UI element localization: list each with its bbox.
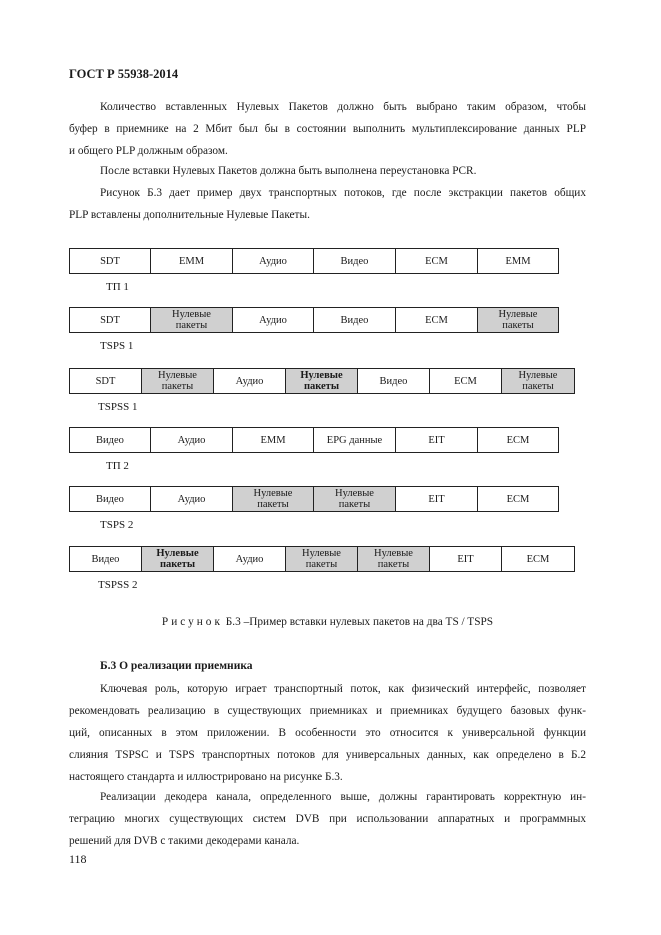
packet-cell: Аудио xyxy=(214,547,286,571)
packet-cell: Аудио xyxy=(151,428,233,452)
text-line: настоящего стандарта и иллюстрировано на рисунке Б.3. xyxy=(69,771,343,783)
packet-cell: ECM xyxy=(430,369,502,393)
packet-cell: Видео xyxy=(70,547,142,571)
packet-cell: Видео xyxy=(70,487,151,511)
caption-prefix: Рисунок xyxy=(161,616,223,628)
null-packet-cell: Нулевые пакеты xyxy=(314,487,396,511)
packet-cell: Аудио xyxy=(233,308,314,332)
paragraph xyxy=(69,678,586,788)
stream-row xyxy=(69,427,559,453)
stream-row xyxy=(69,368,575,394)
stream-label: TSPS 1 xyxy=(100,340,134,352)
text-line: решений для DVB с такими декодерами канала. xyxy=(69,835,300,847)
text-line: PLP вставлены дополнительные Нулевые Пакеты. xyxy=(69,209,310,221)
stream-row xyxy=(69,248,559,274)
packet-cell: ECM xyxy=(396,249,478,273)
text-line: теграцию многих существующих систем DVB при использовании аппаратных и программных xyxy=(69,813,586,825)
packet-cell: EIT xyxy=(396,428,478,452)
figure-caption xyxy=(69,616,586,628)
null-packet-cell: Нулевые пакеты xyxy=(286,369,358,393)
null-packet-cell: Нулевые пакеты xyxy=(286,547,358,571)
packet-cell: SDT xyxy=(70,369,142,393)
paragraph xyxy=(69,96,586,162)
packet-cell: EPG данные xyxy=(314,428,396,452)
null-packet-cell: Нулевые пакеты xyxy=(233,487,314,511)
packet-cell: EIT xyxy=(430,547,502,571)
stream-label: TSPS 2 xyxy=(100,519,134,531)
stream-row xyxy=(69,486,559,512)
section-heading: Б.3 О реализации приемника xyxy=(100,660,253,672)
stream-label: TSPSS 1 xyxy=(98,401,138,413)
packet-cell: EIT xyxy=(396,487,478,511)
packet-cell: SDT xyxy=(70,249,151,273)
text-line: и общего PLP должным образом. xyxy=(69,145,228,157)
text-line: слияния TSPSC и TSPS транспортных потоков для универсальных данных, как определено в Б.2 xyxy=(69,749,586,761)
text-line: рекомендовать реализацию в существующих приемниках и приемниках будущего базовых функ- xyxy=(69,705,586,717)
null-packet-cell: Нулевые пакеты xyxy=(151,308,233,332)
stream-label: TSPSS 2 xyxy=(98,579,138,591)
packet-cell: ECM xyxy=(396,308,478,332)
packet-cell: SDT xyxy=(70,308,151,332)
text-line: Ключевая роль, которую играет транспортный поток, как физический интерфейс, позволяет xyxy=(100,683,586,695)
null-packet-cell: Нулевые пакеты xyxy=(502,369,574,393)
text-line: После вставки Нулевых Пакетов должна быть выполнена переустановка PCR. xyxy=(100,165,477,177)
packet-cell: Аудио xyxy=(214,369,286,393)
paragraph xyxy=(69,160,586,182)
packet-cell: Видео xyxy=(358,369,430,393)
null-packet-cell: Нулевые пакеты xyxy=(142,547,214,571)
text-line: Количество вставленных Нулевых Пакетов должно быть выбрано таким образом, чтобы xyxy=(100,101,586,113)
packet-cell: Видео xyxy=(314,308,396,332)
packet-cell: Видео xyxy=(70,428,151,452)
paragraph xyxy=(69,786,586,852)
packet-cell: ECM xyxy=(506,434,530,446)
null-packet-cell: Нулевые пакеты xyxy=(358,547,430,571)
null-packet-cell: Нулевые пакеты xyxy=(142,369,214,393)
packet-cell: Аудио xyxy=(151,487,233,511)
text-line: Реализации декодера канала, определенного выше, должны гарантировать корректную ин- xyxy=(100,791,586,803)
packet-cell: ECM xyxy=(526,553,550,565)
packet-cell: EMM xyxy=(505,255,531,267)
document-header: ГОСТ Р 55938-2014 xyxy=(69,67,179,81)
packet-cell: EMM xyxy=(233,428,314,452)
stream-label: ТП 2 xyxy=(106,460,129,472)
text-line: Рисунок Б.3 дает пример двух транспортных потоков, где после экстракции пакетов общих xyxy=(100,187,586,199)
paragraph xyxy=(69,182,586,226)
page-number: 118 xyxy=(69,852,87,866)
stream-row xyxy=(69,546,575,572)
packet-cell: ECM xyxy=(506,493,530,505)
packet-cell: Видео xyxy=(314,249,396,273)
null-packet-cell: Нулевые пакеты xyxy=(478,308,558,332)
packet-cell: Аудио xyxy=(233,249,314,273)
caption-text: Б.3 –Пример вставки нулевых пакетов на два TS / TSPS xyxy=(225,616,494,628)
stream-row xyxy=(69,307,559,333)
packet-cell: EMM xyxy=(151,249,233,273)
text-line: буфер в приемнике на 2 Мбит был бы в состоянии выполнить мультиплексирование данных PLP xyxy=(69,123,586,135)
stream-label: ТП 1 xyxy=(106,281,129,293)
text-line: ций, описанных в этом приложении. В особенности это относится к универсальной функции xyxy=(69,727,586,739)
